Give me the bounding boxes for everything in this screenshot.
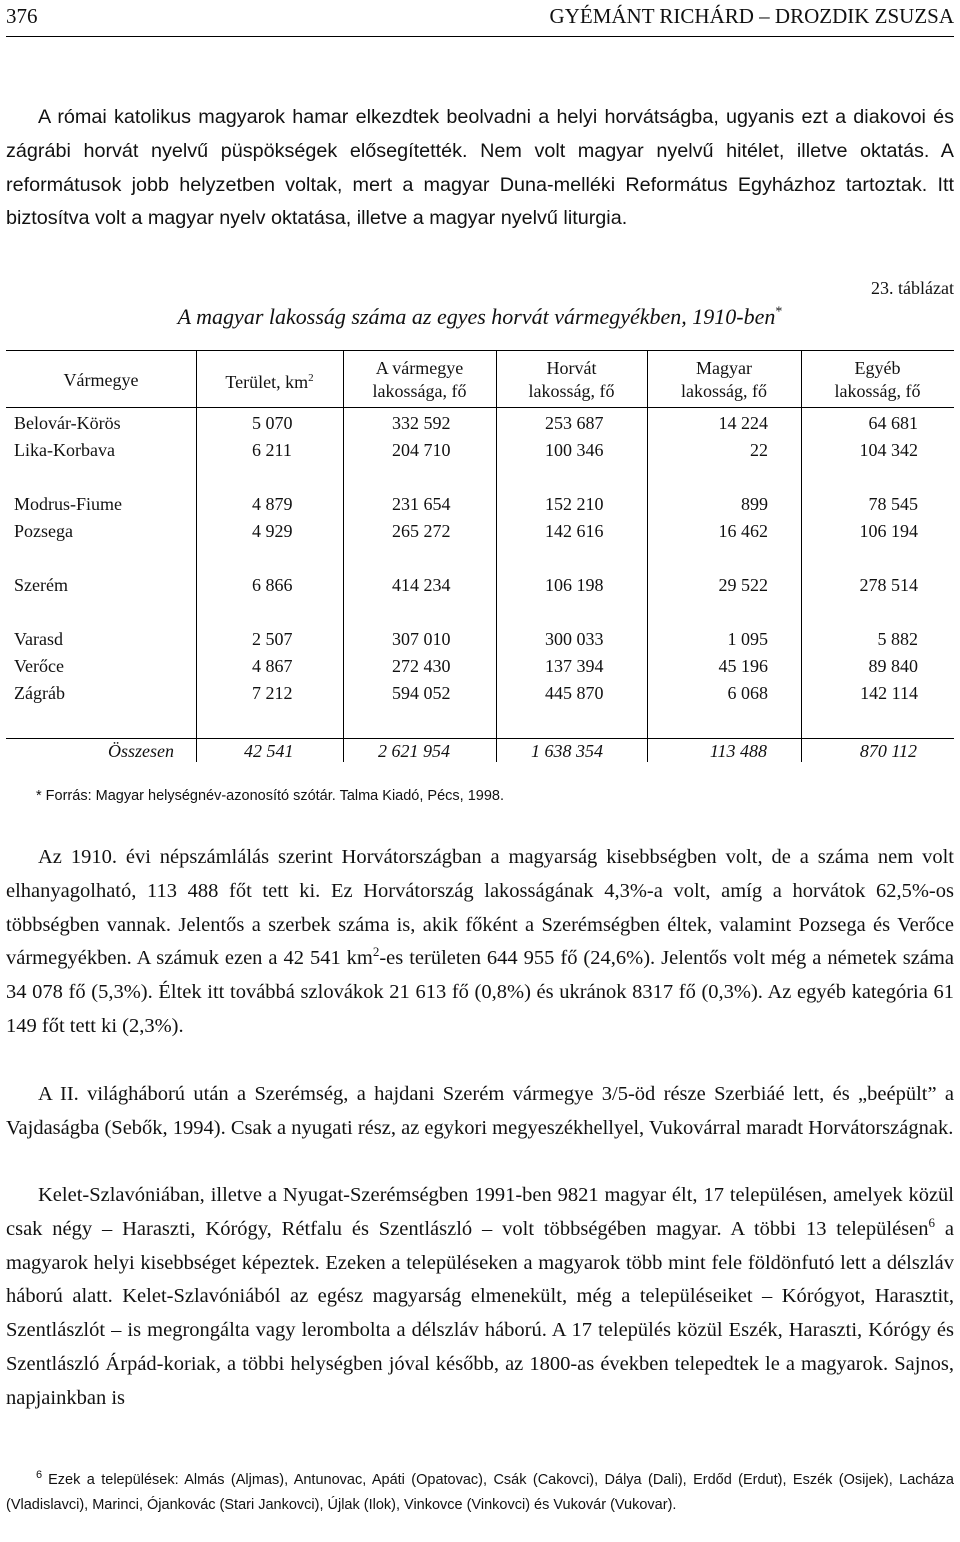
header-other-line1: Egyéb: [854, 358, 901, 378]
total-area: 42 541: [244, 741, 294, 761]
cell-county: Lika-Korbava: [14, 440, 115, 460]
cell-county: Belovár-Körös: [14, 413, 121, 433]
paragraph-intro: A római katolikus magyarok hamar elkezdtek beolvadni a helyi horvátságba, ugyanis ezt a diakovoi és zágrábi horvát nyelvű püspökségek elősegítették. Nem volt magyar nyelvű hitélet, illetve oktatás. A reformátusok jobb helyzetben voltak, mert a magyar Duna-melléki Református Egyházhoz tartoztak. Itt biztosítva volt a magyar nyelv oktatása, illetve a magyar nyelvű liturgia.: [6, 106, 954, 230]
table-source-note: * Forrás: Magyar helységnév-azonosító szótár. Talma Kiadó, Pécs, 1998.: [36, 788, 505, 804]
cell-hungarian: 22: [750, 440, 768, 460]
header-croat-line2: lakosság, fő: [528, 381, 615, 401]
cell-area: 4 879: [252, 494, 293, 514]
paragraph-slavonia: [6, 1179, 954, 1416]
cell-other: 64 681: [868, 413, 918, 433]
cell-hungarian: 14 224: [718, 413, 768, 433]
total-croat: 1 638 354: [531, 741, 603, 761]
header-hungarian-line1: Magyar: [696, 358, 752, 378]
table-row: [0, 680, 960, 707]
cell-population: 265 272: [392, 521, 451, 541]
cell-population: 307 010: [392, 629, 451, 649]
cell-hungarian: 1 095: [727, 629, 768, 649]
cell-population: 332 592: [392, 413, 451, 433]
table-label: 23. táblázat: [871, 278, 954, 298]
paragraph-postwar: A II. világháború után a Szerémség, a hajdani Szerém vármegye 3/5-öd része Szerbiáé lett, és „beépült” a Vajdaságba (Sebők, 1994). Csak a nyugati rész, az egykori megyeszékhellyel, Vukovárral maradt Horvátországnak.: [6, 1083, 954, 1139]
paragraph-census-superscript: 2: [372, 944, 380, 960]
header-hungarian: [647, 356, 801, 404]
cell-population: 272 430: [392, 656, 451, 676]
page-header: [6, 4, 954, 32]
header-other: [801, 356, 954, 404]
cell-population: 231 654: [392, 494, 451, 514]
cell-area: 7 212: [252, 683, 293, 703]
cell-area: 2 507: [252, 629, 293, 649]
header-county-text: Vármegye: [63, 369, 139, 390]
cell-area: 5 070: [252, 413, 293, 433]
table-row: [0, 653, 960, 680]
cell-hungarian: 29 522: [718, 575, 768, 595]
cell-hungarian: 16 462: [718, 521, 768, 541]
cell-croat: 445 870: [545, 683, 604, 703]
cell-hungarian: 899: [741, 494, 768, 514]
cell-area: 4 929: [252, 521, 293, 541]
total-label: Összesen: [108, 741, 174, 761]
cell-croat: 253 687: [545, 413, 604, 433]
cell-other: 5 882: [877, 629, 918, 649]
cell-area: 6 211: [252, 440, 292, 460]
cell-other: 104 342: [859, 440, 918, 460]
table-row: [0, 626, 960, 653]
header-croat: [496, 356, 647, 404]
header-hungarian-line2: lakosság, fő: [681, 381, 767, 401]
cell-other: 89 840: [868, 656, 918, 676]
header-county: [6, 356, 196, 404]
cell-population: 204 710: [392, 440, 451, 460]
header-population-line2: lakossága, fő: [372, 381, 467, 401]
cell-hungarian: 45 196: [718, 656, 768, 676]
table-row: [0, 518, 960, 545]
header-area-sup: 2: [308, 371, 314, 384]
page-number: 376: [6, 4, 38, 28]
table-title-mark: *: [775, 304, 783, 320]
cell-croat: 300 033: [545, 629, 604, 649]
cell-county: Varasd: [14, 629, 63, 649]
paragraph-census-part1: Az 1910. évi népszámlálás szerint Horvátországban a magyarság kisebbségben volt, de a száma nem volt elhanyagolható, 113 488 főt tett ki. Ez Horvátország lakosságának 4,3%-a volt, amíg a horvátok 62,5%-os többségben vannak. Jelentős a szerbek száma is, akik főként a Szerémségben éltek, valamint Pozsega és Verőce vármegyékben. A számuk ezen a 42 541 km: [6, 846, 954, 970]
footnote: [6, 1468, 954, 1517]
table-row: [0, 572, 960, 599]
table-title: [6, 304, 954, 330]
table-row: [0, 410, 960, 437]
cell-croat: 152 210: [545, 494, 604, 514]
paragraph-census: [6, 841, 954, 1044]
header-other-line2: lakosság, fő: [834, 381, 921, 401]
table-row: [0, 437, 960, 464]
cell-area: 6 866: [252, 575, 293, 595]
paragraph-slavonia-part1: Kelet-Szlavóniában, illetve a Nyugat-Szerémségben 1991-ben 9821 magyar élt, 17 településen, amelyek közül csak négy – Haraszti, Kórógy, Rétfalu és Szentlászló – volt többségében magyar. A többi 13 településen: [6, 1184, 954, 1240]
footnote-mark: 6: [36, 1469, 43, 1481]
cell-population: 414 234: [392, 575, 451, 595]
paragraph-slavonia-part2: a magyarok helyi kisebbséget képeztek. Ezeken a településeken a magyarok több mint fele földönfutó lett a délszláv háború alatt. Kelet-Szlavóniából az egész magyarság elmenekült, még a településeiket – Kórógyot, Harasztit, Szentlászlót – is megrongálta vagy lerombolta a délszláv háború. A 17 település közül Eszék, Haraszti, Kórógy és Szentlászló Árpád-koriak, a többi helységben jóval később, az 1800-as években telepedtek le a magyarok. Sajnos, napjainkban is: [6, 1217, 954, 1409]
cell-other: 278 514: [859, 575, 918, 595]
cell-other: 78 545: [868, 494, 918, 514]
cell-county: Zágráb: [14, 683, 65, 703]
cell-croat: 142 616: [545, 521, 604, 541]
header-population-line1: A vármegye: [375, 358, 464, 378]
cell-other: 142 114: [860, 683, 918, 703]
cell-county: Modrus-Fiume: [14, 494, 122, 514]
table-row: [0, 491, 960, 518]
cell-area: 4 867: [252, 656, 293, 676]
table-total-row: [0, 736, 960, 766]
table-title-text: A magyar lakosság száma az egyes horvát vármegyékben, 1910-ben: [177, 304, 776, 329]
header-population: [343, 356, 496, 404]
header-croat-line1: Horvát: [546, 358, 597, 378]
footnote-text: Ezek a települések: Almás (Aljmas), Antunovac, Apáti (Opatovac), Csák (Cakovci), Dálya (Dali), Erdőd (Erdut), Eszék (Osijek), Lacháza (Vladislavci), Marinci, Ójankovác (Stari Jankovci), Újlak (Ilok), Vinkovce (Vinkovci) és Vukovár (Vukovar).: [6, 1472, 954, 1513]
running-title: GYÉMÁNT RICHÁRD – DROZDIK ZSUZSA: [549, 4, 954, 28]
cell-county: Verőce: [14, 656, 64, 676]
cell-other: 106 194: [859, 521, 918, 541]
cell-croat: 100 346: [545, 440, 604, 460]
header-area-text: Terület, km: [225, 371, 309, 392]
total-hungarian: 113 488: [709, 741, 767, 761]
table-header-rule: [6, 407, 954, 408]
total-population: 2 621 954: [378, 741, 450, 761]
cell-hungarian: 6 068: [727, 683, 768, 703]
cell-population: 594 052: [392, 683, 451, 703]
paragraph-census-part2: -es területen 644 955 fő (24,6%). Jelentős volt még a németek száma 34 078 fő (5,3%). Éltek itt továbbá szlovákok 21 613 fő (0,8%) és ukránok 8317 fő (0,3%). Az egyéb kategória 61 149 főt tett ki (2,3%).: [6, 947, 954, 1037]
footnote-reference[interactable]: 6: [928, 1214, 936, 1230]
cell-croat: 106 198: [545, 575, 604, 595]
table-top-rule: [6, 350, 954, 351]
total-other: 870 112: [859, 741, 917, 761]
header-area: [196, 356, 343, 404]
cell-croat: 137 394: [545, 656, 604, 676]
cell-county: Pozsega: [14, 521, 73, 541]
cell-county: Szerém: [14, 575, 68, 595]
header-rule: [6, 36, 954, 37]
